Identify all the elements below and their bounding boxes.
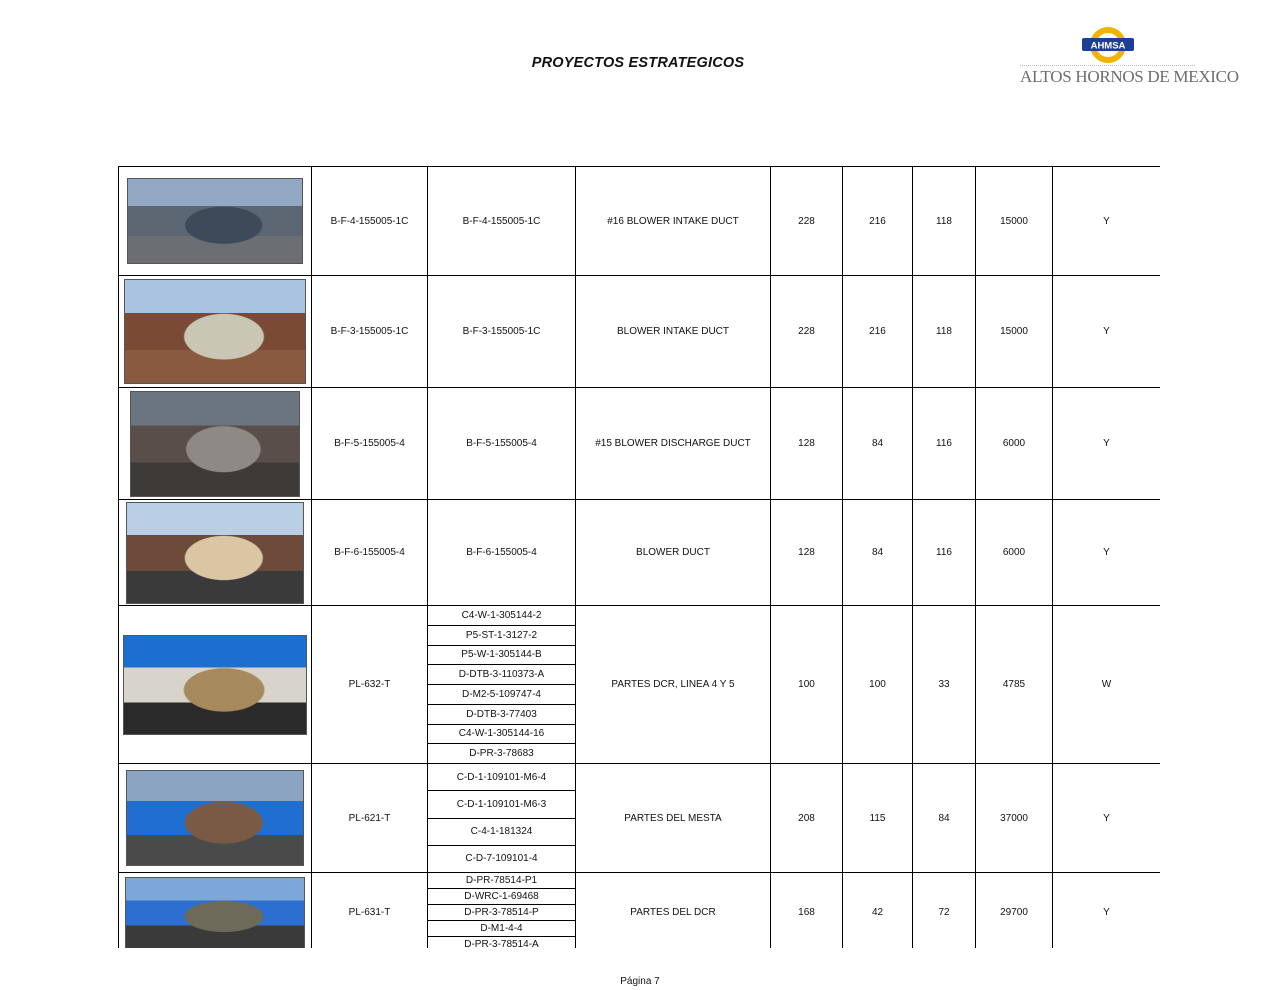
blower-discharge-duct-photo [130, 391, 300, 497]
drawing-code: D-DTB-3-110373-A [428, 664, 575, 684]
photo-cell [119, 873, 312, 949]
width-cell: 84 [843, 500, 913, 606]
width-cell: 42 [843, 873, 913, 949]
length-cell: 100 [771, 606, 843, 764]
drawing-code: C-D-7-109101-4 [428, 845, 575, 872]
drawing-code: B-F-5-155005-4 [466, 438, 537, 449]
drawing-code: C-D-1-109101-M6-4 [456, 771, 547, 783]
drawing-codes-cell [428, 388, 576, 500]
blower-intake-duct-4-photo [127, 178, 303, 264]
width-cell: 216 [843, 167, 913, 276]
table-row [119, 276, 1161, 388]
drawing-code: C-4-1-181324 [428, 818, 575, 845]
length-cell: 228 [771, 276, 843, 388]
weight-cell: 6000 [976, 500, 1053, 606]
drawing-code: D-M2-5-109747-4 [428, 684, 575, 704]
height-cell: 84 [913, 764, 976, 873]
drawing-code: D-PR-3-78514-A [428, 936, 575, 948]
drawing-code: C4-W-1-305144-16 [428, 724, 575, 744]
table-row [119, 764, 1161, 873]
drawing-code: D-PR-3-78683 [428, 743, 575, 763]
drawing-code: D-PR-78514-P1 [465, 875, 538, 886]
table-row [119, 606, 1161, 764]
page-number: Página 7 [620, 976, 660, 987]
length-cell: 168 [771, 873, 843, 949]
weight-cell: 15000 [976, 167, 1053, 276]
drawing-codes-cell [428, 167, 576, 276]
width-cell: 216 [843, 276, 913, 388]
height-cell: 33 [913, 606, 976, 764]
photo-cell [119, 388, 312, 500]
height-cell: 116 [913, 500, 976, 606]
drawing-code: D-DTB-3-77403 [428, 704, 575, 724]
parts-table [118, 166, 1160, 948]
table-row [119, 388, 1161, 500]
drawing-codes-list [428, 388, 575, 499]
height-cell: 116 [913, 388, 976, 500]
width-cell: 84 [843, 388, 913, 500]
drawing-codes-list [428, 764, 575, 872]
status-cell: Y [1053, 388, 1161, 500]
table-row [119, 873, 1161, 949]
width-cell: 100 [843, 606, 913, 764]
drawing-codes-list [428, 276, 575, 387]
drawing-code: D-M1-4-4 [428, 920, 575, 936]
drawing-codes-list [428, 500, 575, 605]
photo-cell [119, 276, 312, 388]
table-row [119, 167, 1161, 276]
drawing-code: B-F-6-155005-4 [466, 547, 537, 558]
parts-table-wrapper [118, 166, 1160, 948]
dcr-parts-crate-photo [123, 635, 307, 735]
status-cell: W [1053, 606, 1161, 764]
drawing-codes-cell [428, 500, 576, 606]
height-cell: 72 [913, 873, 976, 949]
blower-intake-duct-3-photo [124, 279, 306, 384]
logo-company-name: ALTOS HORNOS DE MEXICO [1020, 67, 1239, 86]
status-cell: Y [1053, 500, 1161, 606]
blower-duct-photo [126, 502, 304, 604]
ahmsa-logo [1020, 24, 1239, 90]
weight-cell: 4785 [976, 606, 1053, 764]
weight-cell: 15000 [976, 276, 1053, 388]
drawing-code: B-F-4-155005-1C [462, 215, 541, 227]
mark-cell: B-F-3-155005-1C [312, 276, 428, 388]
status-cell: Y [1053, 276, 1161, 388]
drawing-codes-list [428, 167, 575, 275]
drawing-codes-cell [428, 276, 576, 388]
ahmsa-emblem-icon [1020, 24, 1195, 64]
status-cell: Y [1053, 873, 1161, 949]
logo-badge-text: AHMSA [1090, 40, 1126, 52]
table-row [119, 500, 1161, 606]
mark-cell: B-F-5-155005-4 [312, 388, 428, 500]
drawing-codes-cell [428, 873, 576, 949]
photo-cell [119, 764, 312, 873]
length-cell: 228 [771, 167, 843, 276]
drawing-codes-cell [428, 606, 576, 764]
drawing-code: C4-W-1-305144-2 [461, 609, 542, 621]
height-cell: 118 [913, 276, 976, 388]
mark-cell: PL-632-T [312, 606, 428, 764]
dcr-parts-photo [125, 877, 305, 949]
weight-cell: 6000 [976, 388, 1053, 500]
mark-cell: B-F-4-155005-1C [312, 167, 428, 276]
weight-cell: 37000 [976, 764, 1053, 873]
weight-cell: 29700 [976, 873, 1053, 949]
description-cell: #16 BLOWER INTAKE DUCT [576, 167, 771, 276]
photo-cell [119, 500, 312, 606]
drawing-codes-list [428, 606, 575, 763]
photo-cell [119, 606, 312, 764]
height-cell: 118 [913, 167, 976, 276]
description-cell: PARTES DEL MESTA [576, 764, 771, 873]
description-cell: BLOWER DUCT [576, 500, 771, 606]
drawing-code: P5-ST-1-3127-2 [428, 625, 575, 645]
logo-divider [1020, 65, 1195, 66]
drawing-code: P5-W-1-305144-B [428, 645, 575, 665]
status-cell: Y [1053, 167, 1161, 276]
width-cell: 115 [843, 764, 913, 873]
mark-cell: PL-631-T [312, 873, 428, 949]
description-cell: PARTES DEL DCR [576, 873, 771, 949]
description-cell: PARTES DCR, LINEA 4 Y 5 [576, 606, 771, 764]
length-cell: 208 [771, 764, 843, 873]
drawing-code: B-F-3-155005-1C [462, 326, 541, 337]
drawing-codes-list [428, 873, 575, 948]
status-cell: Y [1053, 764, 1161, 873]
mark-cell: PL-621-T [312, 764, 428, 873]
drawing-code: D-PR-3-78514-P [428, 904, 575, 920]
description-cell: #15 BLOWER DISCHARGE DUCT [576, 388, 771, 500]
mark-cell: B-F-6-155005-4 [312, 500, 428, 606]
page-title: PROYECTOS ESTRATEGICOS [531, 55, 745, 71]
mesta-parts-photo [126, 770, 304, 866]
drawing-codes-cell [428, 764, 576, 873]
drawing-code: D-WRC-1-69468 [428, 888, 575, 904]
description-cell: BLOWER INTAKE DUCT [576, 276, 771, 388]
drawing-code: C-D-1-109101-M6-3 [428, 790, 575, 817]
photo-cell [119, 167, 312, 276]
length-cell: 128 [771, 388, 843, 500]
length-cell: 128 [771, 500, 843, 606]
